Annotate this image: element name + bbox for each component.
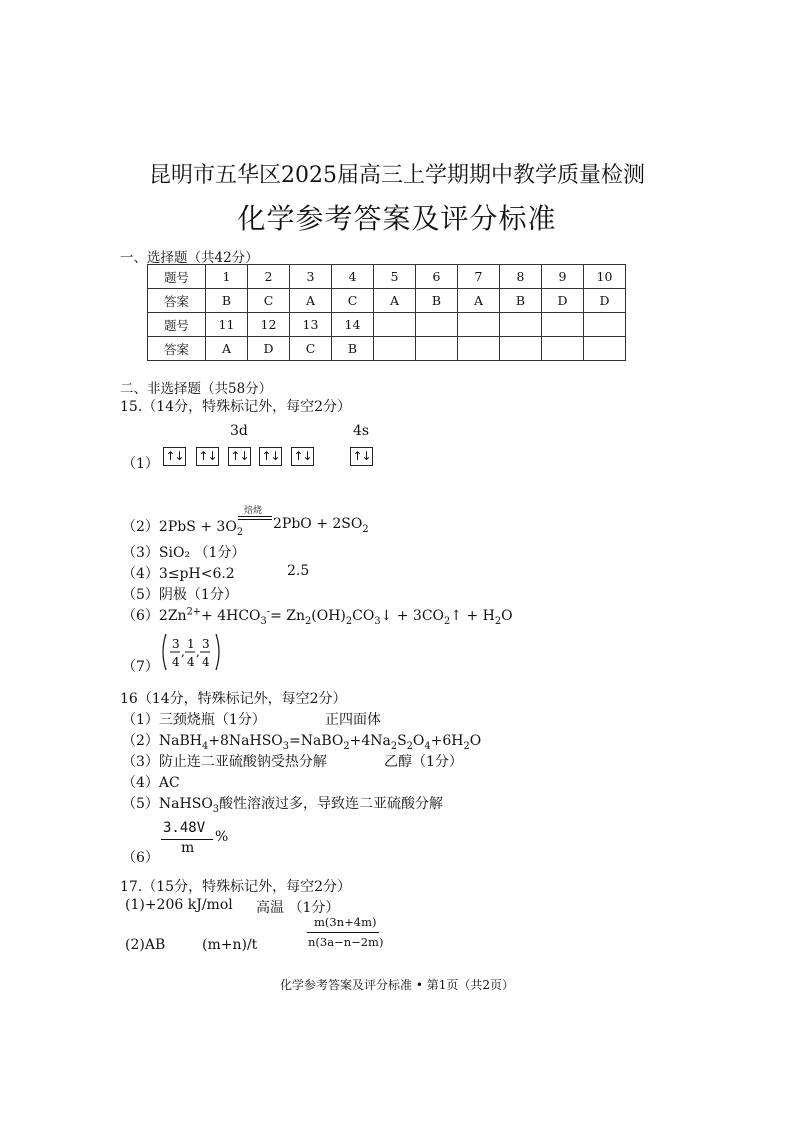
q16-part1-second: 正四面体 [325,712,381,728]
eq-text: O [412,733,425,749]
eq-text: +8NaHSO [208,733,283,749]
orbital-box: ↑↓ [259,447,282,466]
row-label: 题号 [148,313,206,337]
subscript: 2 [236,526,244,538]
page-footer: 化学参考答案及评分标准 • 第1页（共2页） [280,978,514,992]
coordinate-fraction [160,632,222,672]
table-cell: 12 [248,313,290,337]
orbital-4s-label: 4s [353,423,370,439]
q16-part5 [122,793,443,813]
q16-part4: （4）AC [122,775,180,791]
equation-right: 2PbO + 2SO [273,516,363,532]
subscript: 2 [444,615,451,627]
q17-fraction-numerator: m(3n+4m) [314,915,377,929]
subscript: 4 [424,740,431,752]
table-cell: A [374,289,416,313]
right-paren [216,634,219,670]
table-cell: 4 [332,265,374,289]
superscript: 2+ [186,606,202,618]
table-cell [500,337,542,361]
eq-text: ↑ + H [450,608,495,624]
reaction-arrow-line [238,516,272,517]
table-cell: 6 [416,265,458,289]
q15-part4-second: 2.5 [287,563,310,579]
table-cell: 3 [290,265,332,289]
table-cell: 2 [248,265,290,289]
table-cell: D [542,289,584,313]
orbital-3d-label: 3d [230,423,248,439]
table-cell: B [206,289,248,313]
q15-part4: （4）3≤pH<6.2 [122,566,235,582]
frac-num: 3 [202,637,210,651]
table-cell: 7 [458,265,500,289]
table-cell [542,313,584,337]
table-cell: 13 [290,313,332,337]
equation-left: 2PbS + 3O [158,519,237,535]
table-cell [374,337,416,361]
table-cell [542,337,584,361]
table-cell [500,313,542,337]
table-cell: B [416,289,458,313]
table-row [148,337,626,361]
table-cell [584,337,626,361]
table-cell: D [248,337,290,361]
eq-text: O [501,608,513,624]
eq-text: +6H [430,733,464,749]
comma: , [196,645,200,659]
q15-part1-label: （1） [122,456,159,472]
answer-table [147,264,626,361]
q15-header: 15.（14分，特殊标记外，每空2分） [120,399,351,415]
part-label: （6） [122,608,159,624]
part-label: （5） [122,796,159,812]
eq-text: NaHSO [158,796,213,812]
eq-text: O [469,733,482,749]
eq-text: =NaBO [289,733,344,749]
q16-fraction-denominator: m [181,840,195,856]
eq-text: CO [352,608,375,624]
eq-text: (OH) [311,608,346,624]
reaction-condition: 焙烧 [244,506,263,516]
table-cell: C [332,289,374,313]
table-cell [416,313,458,337]
table-cell [458,337,500,361]
q16-fraction-numerator: 3.48V [163,820,206,836]
q15-part6 [122,605,513,625]
eq-text: 酸性溶液过多，导致连二亚硫酸分解 [219,796,444,812]
table-row [148,289,626,313]
table-cell: C [248,289,290,313]
exam-title: 昆明市五华区2025届高三上学期期中教学质量检测 [149,163,645,188]
table-row [148,313,626,337]
eq-text: +4Na [349,733,391,749]
left-paren [163,634,166,670]
subscript: 3 [282,740,289,752]
q16-part3-second: 乙醇（1分） [384,754,463,770]
table-cell [416,337,458,361]
percent-sign: % [215,829,229,845]
superscript: - [266,606,271,618]
table-cell: A [458,289,500,313]
subscript: 2 [343,740,350,752]
eq-text: 2Zn [158,608,187,624]
q15-part5: （5）阴极（1分） [122,587,238,603]
orbital-box: ↑↓ [350,447,373,466]
frac-den: 4 [172,655,180,669]
row-label: 答案 [148,337,206,361]
table-cell: C [290,337,332,361]
table-cell: 10 [584,265,626,289]
q17-header: 17.（15分，特殊标记外，每空2分） [120,879,351,895]
eq-text: + 4HCO [201,608,261,624]
table-cell: A [206,337,248,361]
q16-part6-label: （6） [122,850,159,866]
subscript: 3 [260,615,267,627]
table-cell [584,313,626,337]
table-cell: B [332,337,374,361]
table-row [148,265,626,289]
table-cell [374,313,416,337]
q15-part3: （3）SiO₂ （1分） [122,545,246,561]
subscript: 2 [362,523,369,535]
table-cell: A [290,289,332,313]
q15-part2-right [273,516,369,535]
q15-part7-label: （7） [122,659,159,675]
part-label: （2） [122,733,159,749]
subscript: 2 [390,740,398,752]
subscript: 3 [374,615,381,627]
part-label: （2） [122,519,159,535]
section2-heading: 二、非选择题（共58分） [120,381,273,397]
row-label: 答案 [148,289,206,313]
table-cell: 14 [332,313,374,337]
eq-text: NaBH [158,733,203,749]
table-cell: 5 [374,265,416,289]
table-cell: 9 [542,265,584,289]
document-title: 化学参考答案及评分标准 [237,202,557,235]
q17-part1-second: 高温 （1分） [256,900,340,916]
table-cell: 8 [500,265,542,289]
q16-part2 [122,730,481,750]
q16-part1: （1）三颈烧瓶（1分） [122,712,266,728]
q17-part1: (1)+206 kJ/mol [125,897,233,913]
reaction-arrow-line [238,519,272,520]
subscript: 2 [463,740,470,752]
subscript: 2 [345,615,353,627]
eq-text: S [397,733,407,749]
frac-den: 4 [202,655,210,669]
frac-den: 4 [187,655,195,669]
table-cell [458,313,500,337]
orbital-box: ↑↓ [228,447,251,466]
q17-fraction-denominator: n(3a−n−2m) [308,935,384,949]
q16-header: 16（14分，特殊标记外，每空2分） [120,691,347,707]
q17-part2-second: (m+n)/t [202,937,258,953]
q16-part3: （3）防止连二亚硫酸钠受热分解 [122,754,327,770]
q15-part2 [122,516,243,536]
fraction-bar [307,932,379,933]
comma: , [181,645,185,659]
q17-part2: (2)AB [125,937,166,953]
subscript: 4 [202,740,209,752]
table-cell: D [584,289,626,313]
section1-heading: 一、选择题（共42分） [120,250,259,266]
table-cell: B [500,289,542,313]
subscript: 2 [406,740,413,752]
subscript: 2 [305,615,312,627]
table-cell: 1 [206,265,248,289]
orbital-box: ↑↓ [163,447,186,466]
orbital-box: ↑↓ [291,447,314,466]
subscript: 2 [494,615,502,627]
orbital-box: ↑↓ [196,447,219,466]
subscript: 3 [212,803,220,815]
table-cell: 11 [206,313,248,337]
row-label: 题号 [148,265,206,289]
eq-text: = Zn [270,608,306,624]
eq-text: ↓ + 3CO [380,608,445,624]
frac-num: 3 [172,637,180,651]
frac-num: 1 [187,637,195,651]
